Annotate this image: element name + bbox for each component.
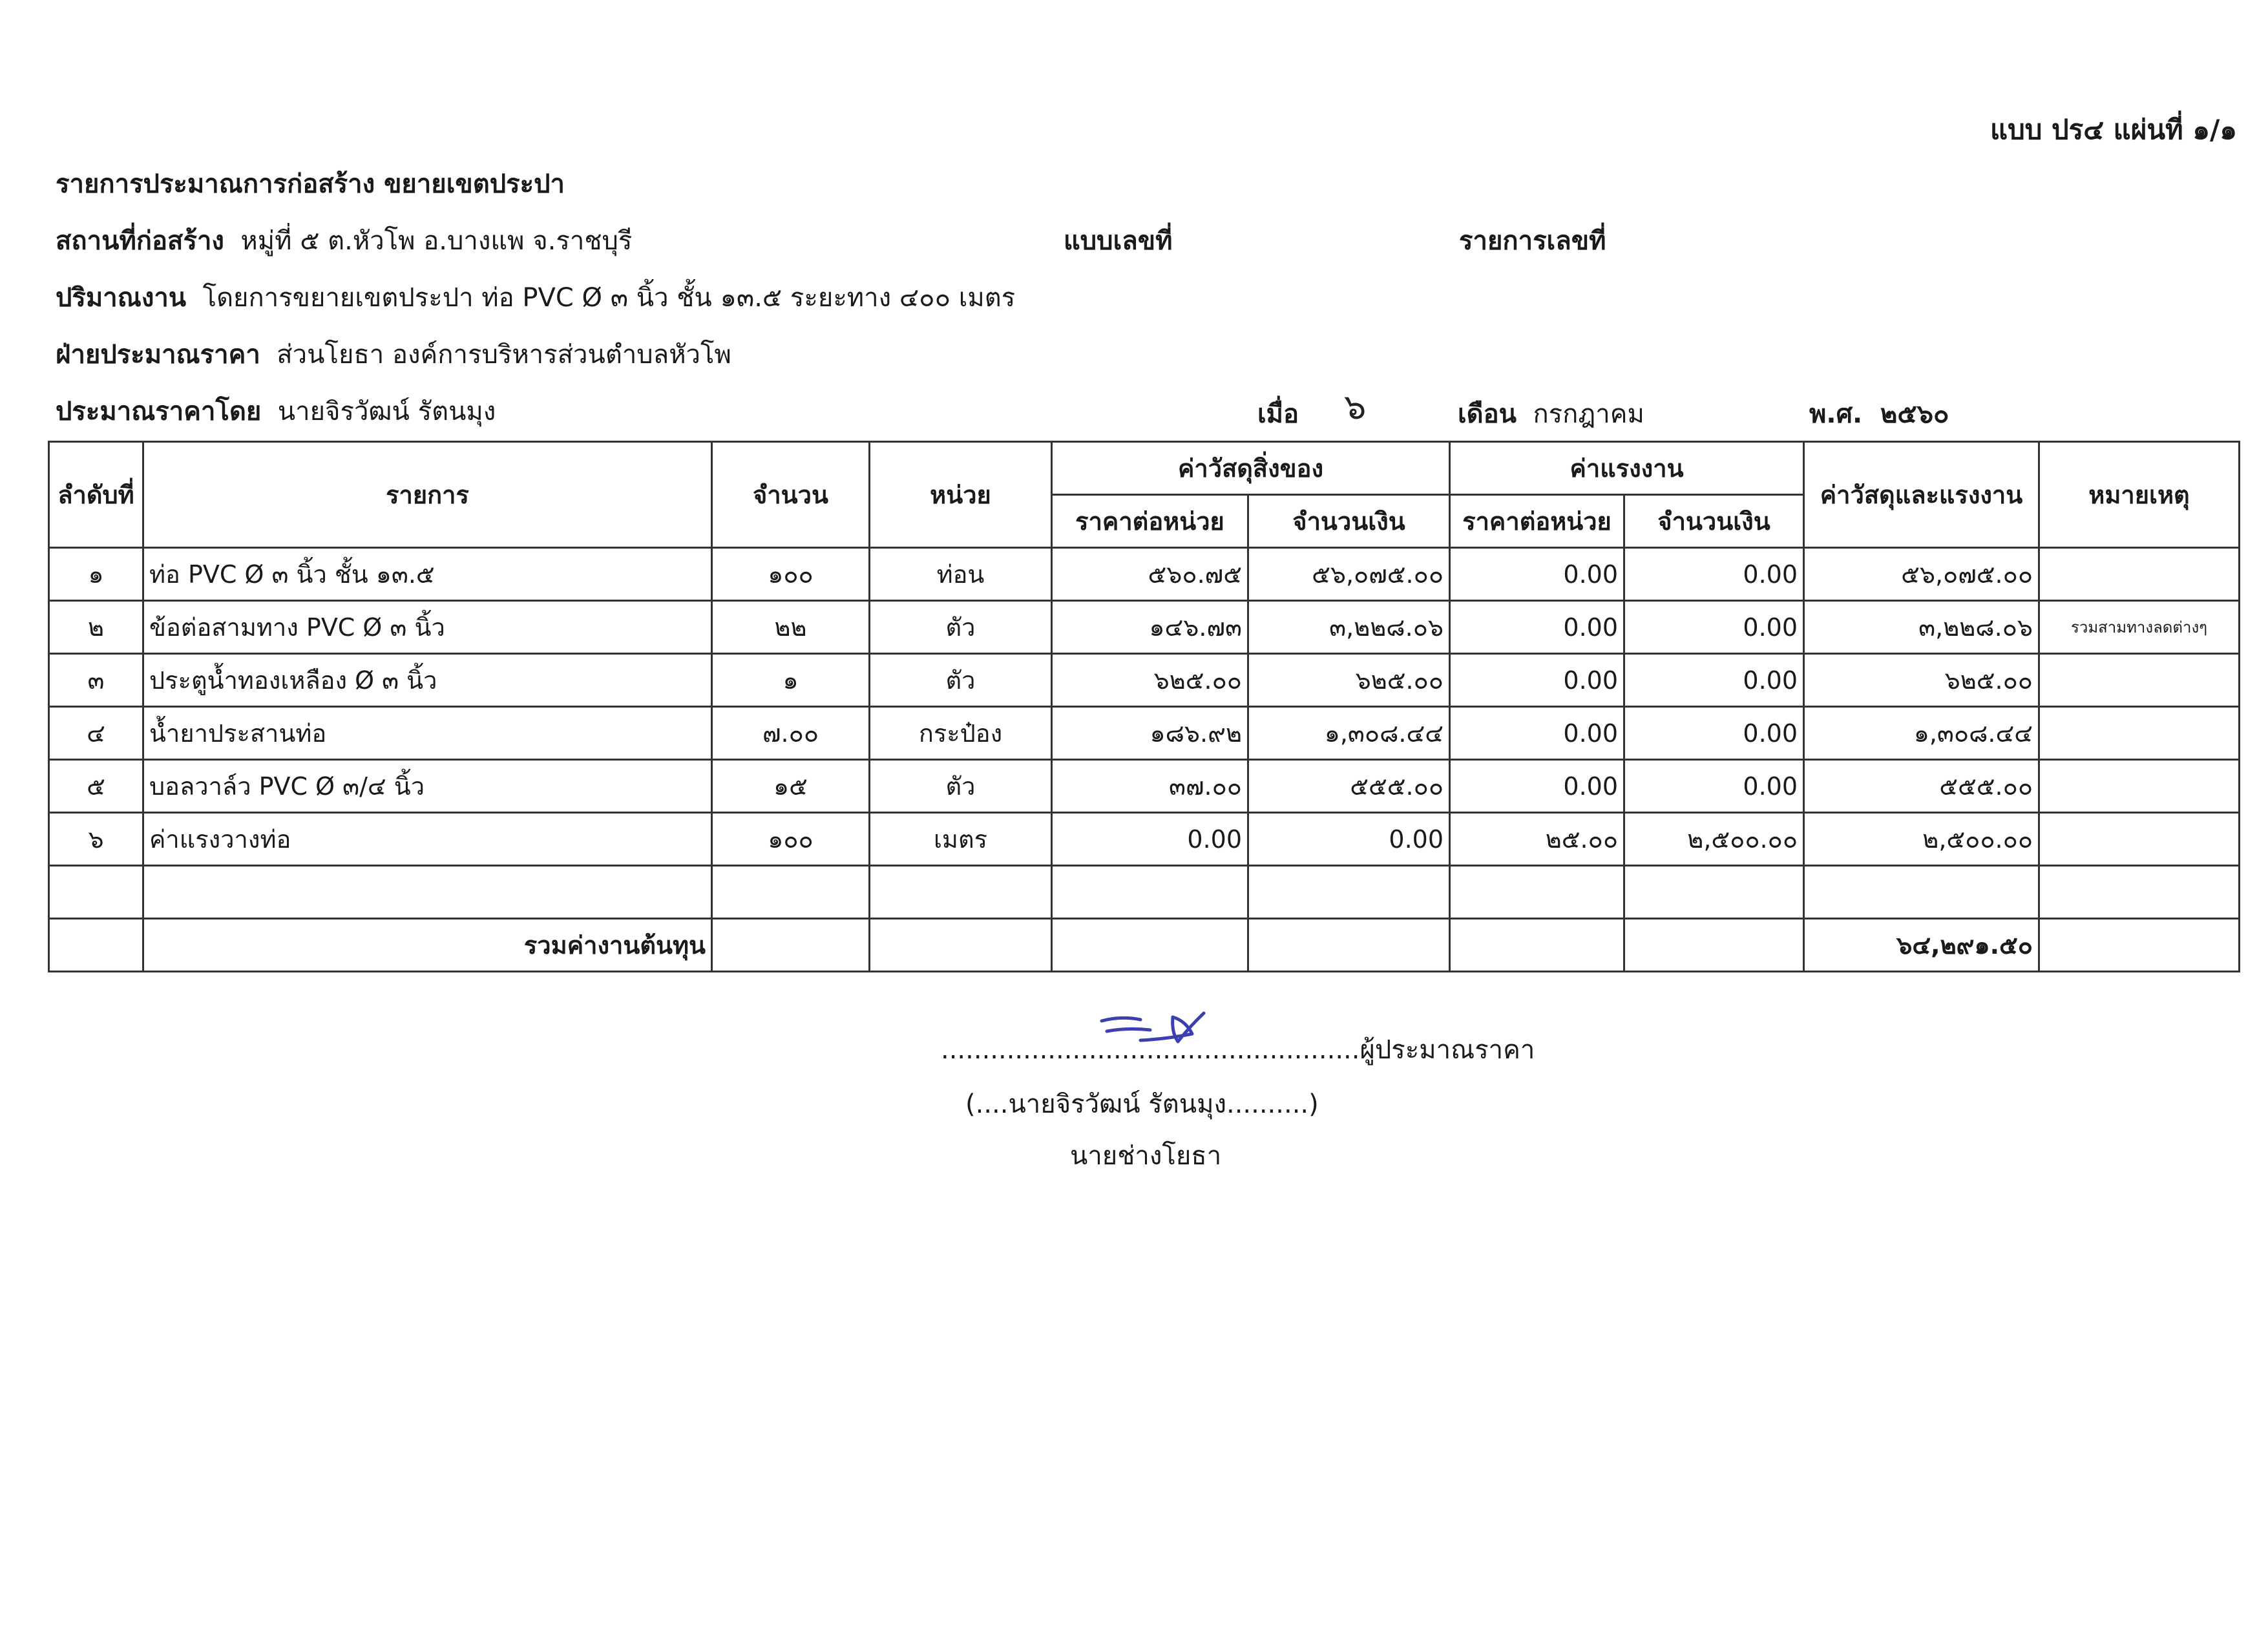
col-header-item: รายการ <box>143 442 712 548</box>
group-header-labor: ค่าแรงงาน <box>1450 442 1804 495</box>
site-value: หมู่ที่ ๕ ต.หัวโพ อ.บางแพ จ.ราชบุรี <box>240 226 633 256</box>
cell-labor-amount: 0.00 <box>1624 654 1804 707</box>
form-code: แบบ ปร๔ แผ่นที่ ๑/๑ <box>1990 114 2237 145</box>
cell-qty: ๒๒ <box>712 601 870 654</box>
cell-qty: ๑๕ <box>712 760 870 813</box>
month-value: กรกฎาคม <box>1533 399 1644 429</box>
cell-unit: ท่อน <box>870 548 1052 601</box>
table-row <box>49 813 2240 866</box>
sum-total: ๖๔,๒๙๑.๕๐ <box>1804 919 2039 972</box>
cell-item: ค่าแรงวางท่อ <box>143 813 712 866</box>
empty-cell <box>2039 919 2240 972</box>
cell-note <box>2039 760 2240 813</box>
empty-cell <box>1450 866 1624 919</box>
cell-qty: ๑๐๐ <box>712 548 870 601</box>
cell-note <box>2039 548 2240 601</box>
col-header-material-amount: จำนวนเงิน <box>1248 495 1450 548</box>
empty-cell <box>870 866 1052 919</box>
cell-qty: ๑๐๐ <box>712 813 870 866</box>
col-header-unit: หน่วย <box>870 442 1052 548</box>
cell-material-unit-price: ๓๗.๐๐ <box>1052 760 1248 813</box>
col-header-material-unit-price: ราคาต่อหน่วย <box>1052 495 1248 548</box>
table-row-sum <box>49 919 2240 972</box>
empty-cell <box>870 919 1052 972</box>
table-row <box>49 707 2240 760</box>
col-header-no: ลำดับที่ <box>49 442 143 548</box>
cell-material-amount: ๑,๓๐๘.๔๔ <box>1248 707 1450 760</box>
site-line <box>56 220 632 261</box>
cell-labor-unit-price: 0.00 <box>1450 760 1624 813</box>
cell-labor-amount: 0.00 <box>1624 601 1804 654</box>
cell-total: ๖๒๕.๐๐ <box>1804 654 2039 707</box>
col-header-qty: จำนวน <box>712 442 870 548</box>
plan-no-label: แบบเลขที่ <box>1064 226 1173 256</box>
year-value: ๒๕๖๐ <box>1880 399 1949 429</box>
empty-cell <box>1624 919 1804 972</box>
cell-item: ท่อ PVC Ø ๓ นิ้ว ชั้น ๑๓.๕ <box>143 548 712 601</box>
cell-total: ๕๖,๐๗๕.๐๐ <box>1804 548 2039 601</box>
col-header-total: ค่าวัสดุและแรงงาน <box>1804 442 2039 548</box>
cell-note <box>2039 813 2240 866</box>
document-title: รายการประมาณการก่อสร้าง ขยายเขตประปา <box>56 169 565 199</box>
cell-labor-unit-price: 0.00 <box>1450 654 1624 707</box>
year-label: พ.ศ. <box>1809 399 1863 429</box>
cell-labor-unit-price: ๒๕.๐๐ <box>1450 813 1624 866</box>
cell-item: บอลวาล์ว PVC Ø ๓/๔ นิ้ว <box>143 760 712 813</box>
cell-total: ๑,๓๐๘.๔๔ <box>1804 707 2039 760</box>
empty-cell <box>1052 866 1248 919</box>
cell-material-unit-price: 0.00 <box>1052 813 1248 866</box>
cell-material-unit-price: ๑๔๖.๗๓ <box>1052 601 1248 654</box>
col-header-labor-amount: จำนวนเงิน <box>1624 495 1804 548</box>
sum-label: รวมค่างานต้นทุน <box>143 919 712 972</box>
empty-cell <box>2039 866 2240 919</box>
cell-total: ๓,๒๒๘.๐๖ <box>1804 601 2039 654</box>
date-label: เมื่อ <box>1257 399 1299 429</box>
empty-cell <box>1450 919 1624 972</box>
cell-material-amount: ๖๒๕.๐๐ <box>1248 654 1450 707</box>
empty-cell <box>49 919 143 972</box>
empty-cell <box>1052 919 1248 972</box>
cell-unit: กระป๋อง <box>870 707 1052 760</box>
cell-labor-unit-price: 0.00 <box>1450 601 1624 654</box>
table-row <box>49 760 2240 813</box>
estimator-dept-label: ฝ่ายประมาณราคา <box>56 340 260 370</box>
scope-value: โดยการขยายเขตประปา ท่อ PVC Ø ๓ นิ้ว ชั้น ๑๓.๕ ระยะทาง ๔๐๐ เมตร <box>202 283 1016 313</box>
signature-line: ...................................................ผู้ประมาณราคา <box>941 1035 1535 1065</box>
table-row <box>49 654 2240 707</box>
cell-unit: ตัว <box>870 760 1052 813</box>
estimated-by-line <box>56 390 496 432</box>
table-row <box>49 548 2240 601</box>
year-line <box>1809 393 1949 434</box>
cell-material-unit-price: ๑๘๖.๙๒ <box>1052 707 1248 760</box>
item-no-label: รายการเลขที่ <box>1459 226 1606 256</box>
cell-no: ๑ <box>49 548 143 601</box>
cell-item: ประตูน้ำทองเหลือง Ø ๓ นิ้ว <box>143 654 712 707</box>
cell-unit: ตัว <box>870 601 1052 654</box>
cell-total: ๕๕๕.๐๐ <box>1804 760 2039 813</box>
col-header-note: หมายเหตุ <box>2039 442 2240 548</box>
cell-labor-amount: ๒,๕๐๐.๐๐ <box>1624 813 1804 866</box>
cell-item: ข้อต่อสามทาง PVC Ø ๓ นิ้ว <box>143 601 712 654</box>
empty-cell <box>49 866 143 919</box>
cell-material-amount: ๕๕๕.๐๐ <box>1248 760 1450 813</box>
month-line <box>1458 393 1644 434</box>
empty-cell <box>1248 919 1450 972</box>
cell-labor-amount: 0.00 <box>1624 548 1804 601</box>
cell-no: ๔ <box>49 707 143 760</box>
cell-labor-amount: 0.00 <box>1624 760 1804 813</box>
month-label: เดือน <box>1458 399 1517 429</box>
cell-unit: เมตร <box>870 813 1052 866</box>
cell-labor-unit-price: 0.00 <box>1450 548 1624 601</box>
cell-no: ๕ <box>49 760 143 813</box>
cell-no: ๖ <box>49 813 143 866</box>
cell-material-amount: ๕๖,๐๗๕.๐๐ <box>1248 548 1450 601</box>
cell-unit: ตัว <box>870 654 1052 707</box>
empty-cell <box>712 866 870 919</box>
signer-position: นายช่างโยธา <box>1070 1141 1222 1171</box>
cell-labor-unit-price: 0.00 <box>1450 707 1624 760</box>
empty-cell <box>1248 866 1450 919</box>
cell-no: ๒ <box>49 601 143 654</box>
estimate-table <box>48 441 2240 972</box>
cell-material-unit-price: ๕๖๐.๗๕ <box>1052 548 1248 601</box>
empty-cell <box>1624 866 1804 919</box>
table-row <box>49 601 2240 654</box>
cell-total: ๒,๕๐๐.๐๐ <box>1804 813 2039 866</box>
signer-name: (....นายจิรวัฒน์ รัตนมุง..........) <box>965 1089 1319 1119</box>
group-header-material: ค่าวัสดุสิ่งของ <box>1052 442 1450 495</box>
estimator-dept-line <box>56 333 731 375</box>
site-label: สถานที่ก่อสร้าง <box>56 226 224 256</box>
estimated-by-label: ประมาณราคาโดย <box>56 397 262 426</box>
empty-cell <box>712 919 870 972</box>
cell-qty: ๑ <box>712 654 870 707</box>
date-day-handwritten: ๖ <box>1344 386 1367 427</box>
cell-material-amount: 0.00 <box>1248 813 1450 866</box>
cell-no: ๓ <box>49 654 143 707</box>
empty-cell <box>143 866 712 919</box>
cell-material-amount: ๓,๒๒๘.๐๖ <box>1248 601 1450 654</box>
cell-note <box>2039 707 2240 760</box>
estimated-by-value: นายจิรวัฒน์ รัตนมุง <box>277 397 496 426</box>
cell-item: น้ำยาประสานท่อ <box>143 707 712 760</box>
cell-note <box>2039 654 2240 707</box>
scope-label: ปริมาณงาน <box>56 283 187 313</box>
empty-cell <box>1804 866 2039 919</box>
cell-material-unit-price: ๖๒๕.๐๐ <box>1052 654 1248 707</box>
col-header-labor-unit-price: ราคาต่อหน่วย <box>1450 495 1624 548</box>
cell-note: รวมสามทางลดต่างๆ <box>2039 601 2240 654</box>
scope-line <box>56 277 1015 318</box>
cell-labor-amount: 0.00 <box>1624 707 1804 760</box>
table-row-empty <box>49 866 2240 919</box>
cell-qty: ๗.๐๐ <box>712 707 870 760</box>
estimator-dept-value: ส่วนโยธา องค์การบริหารส่วนตำบลหัวโพ <box>277 340 731 370</box>
